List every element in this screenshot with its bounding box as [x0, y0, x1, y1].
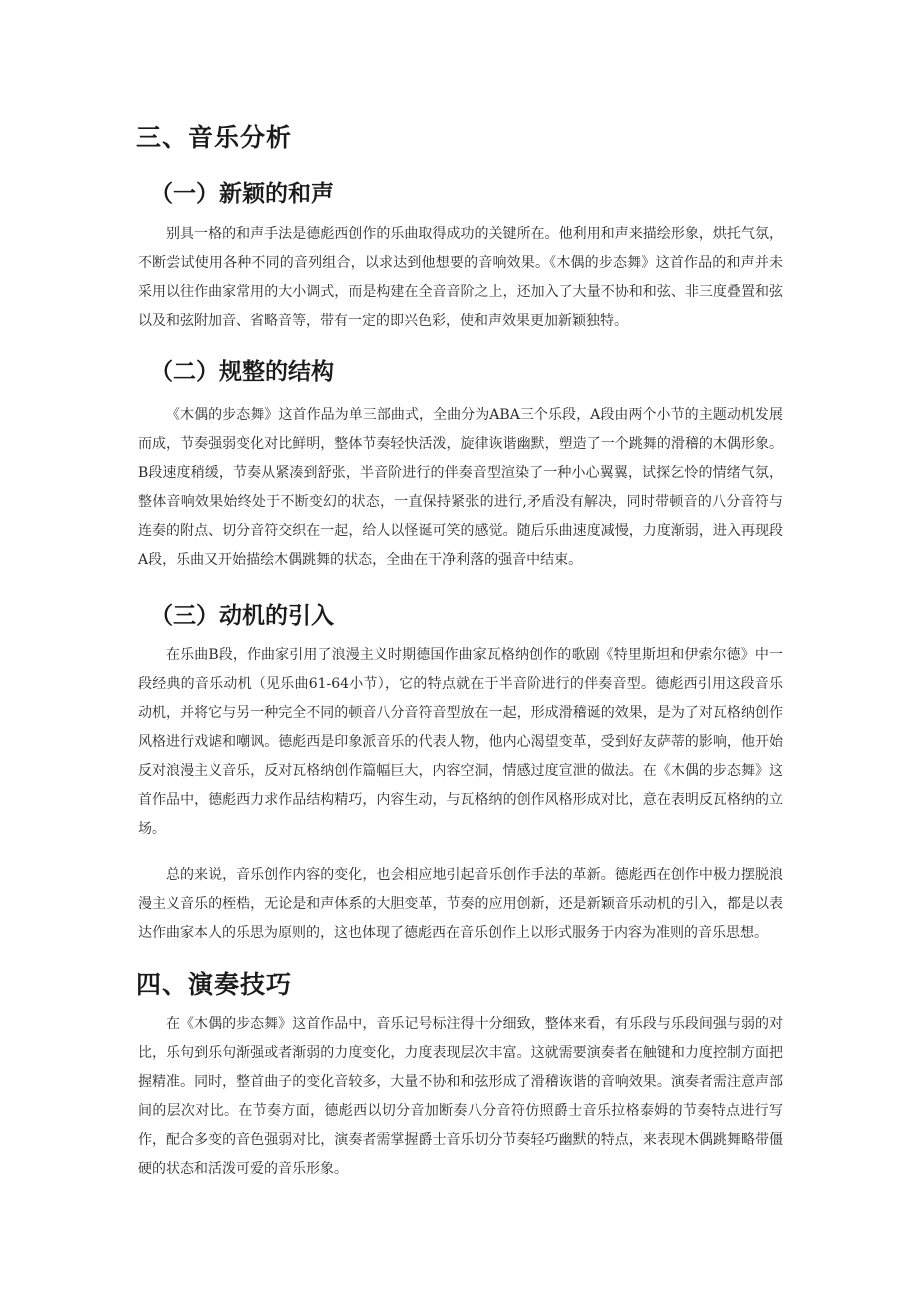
section-4-heading: 四、演奏技巧	[136, 970, 293, 999]
subsection-1-heading: （一）新颖的和声	[150, 181, 334, 207]
subsection-2-paragraph: 《木偶的步态舞》这首作品为单三部曲式，全曲分为ABA三个乐段，A段由两个小节的主题动机发展而成，节奏强弱变化对比鲜明，整体节奏轻快活泼，旋律诙谐幽默，塑造了一个跳舞的滑稽的木偶形象。B段速度稍缓，节奏从紧凑到舒张，半音阶进行的伴奏音型渲染了一种小心翼翼，试探乞怜的情绪气氛，整体音响效果始终处于不断变幻的状态，一直保持紧张的进行,矛盾没有解决，同时带顿音的八分音符与连奏的附点、切分音符交织在一起，给人以怪诞可笑的感觉。随后乐曲速度减慢，力度渐弱，进入再现段A段，乐曲又开始描绘木偶跳舞的状态，全曲在干净利落的强音中结束。	[138, 407, 783, 568]
section-4-paragraph: 在《木偶的步态舞》这首作品中，音乐记号标注得十分细致，整体来看，有乐段与乐段间强与弱的对比，乐句到乐句渐强或者渐弱的力度变化，力度表现层次丰富。这就需要演奏者在触键和力度控制方面把握精准。同时，整首曲子的变化音较多，大量不协和和弦形成了滑稽诙谐的音响效果。演奏者需注意声部间的层次对比。在节奏方面，德彪西以切分音加断奏八分音符仿照爵士音乐拉格泰姆的节奏特点进行写作，配合多变的音色强弱对比，演奏者需掌握爵士音乐切分节奏轻巧幽默的特点，来表现木偶跳舞略带僵硬的状态和活泼可爱的音乐形象。	[138, 1016, 783, 1177]
subsection-3-heading: （三）动机的引入	[150, 603, 334, 629]
subsection-1-paragraph: 别具一格的和声手法是德彪西创作的乐曲取得成功的关键所在。他利用和声来描绘形象，烘托气氛，不断尝试使用各种不同的音列组合，以求达到他想要的音响效果。《木偶的步态舞》这首作品的和声并未采用以往作曲家常用的大小调式，而是构建在全音音阶之上，还加入了大量不协和和弦、非三度叠置和弦以及和弦附加音、省略音等，带有一定的即兴色彩，使和声效果更加新颖独特。	[138, 226, 783, 329]
subsection-3-paragraph-2: 总的来说，音乐创作内容的变化，也会相应地引起音乐创作手法的革新。德彪西在创作中极力摆脱浪漫主义音乐的桎梏，无论是和声体系的大胆变革，节奏的应用创新，还是新颖音乐动机的引入，都是以表达作曲家本人的乐思为原则的，这也体现了德彪西在音乐创作上以形式服务于内容为准则的音乐思想。	[138, 867, 783, 941]
section-3-heading: 三、音乐分析	[136, 123, 293, 152]
subsection-3-paragraph-1: 在乐曲B段，作曲家引用了浪漫主义时期德国作曲家瓦格纳创作的歌剧《特里斯坦和伊索尔德》中一段经典的音乐动机（见乐曲61-64小节），它的特点就在于半音阶进行的伴奏音型。德彪西引用这段音乐动机，并将它与另一种完全不同的顿音八分音符音型放在一起，形成滑稽诞的效果，是为了对瓦格纳创作风格进行戏谑和嘲讽。德彪西是印象派音乐的代表人物，他内心渴望变革，受到好友萨蒂的影响，他开始反对浪漫主义音乐，反对瓦格纳创作篇幅巨大，内容空洞，情感过度宣泄的做法。在《木偶的步态舞》这首作品中，德彪西力求作品结构精巧，内容生动，与瓦格纳的创作风格形成对比，意在表明反瓦格纳的立场。	[138, 647, 783, 837]
subsection-2-heading: （二）规整的结构	[150, 359, 334, 385]
